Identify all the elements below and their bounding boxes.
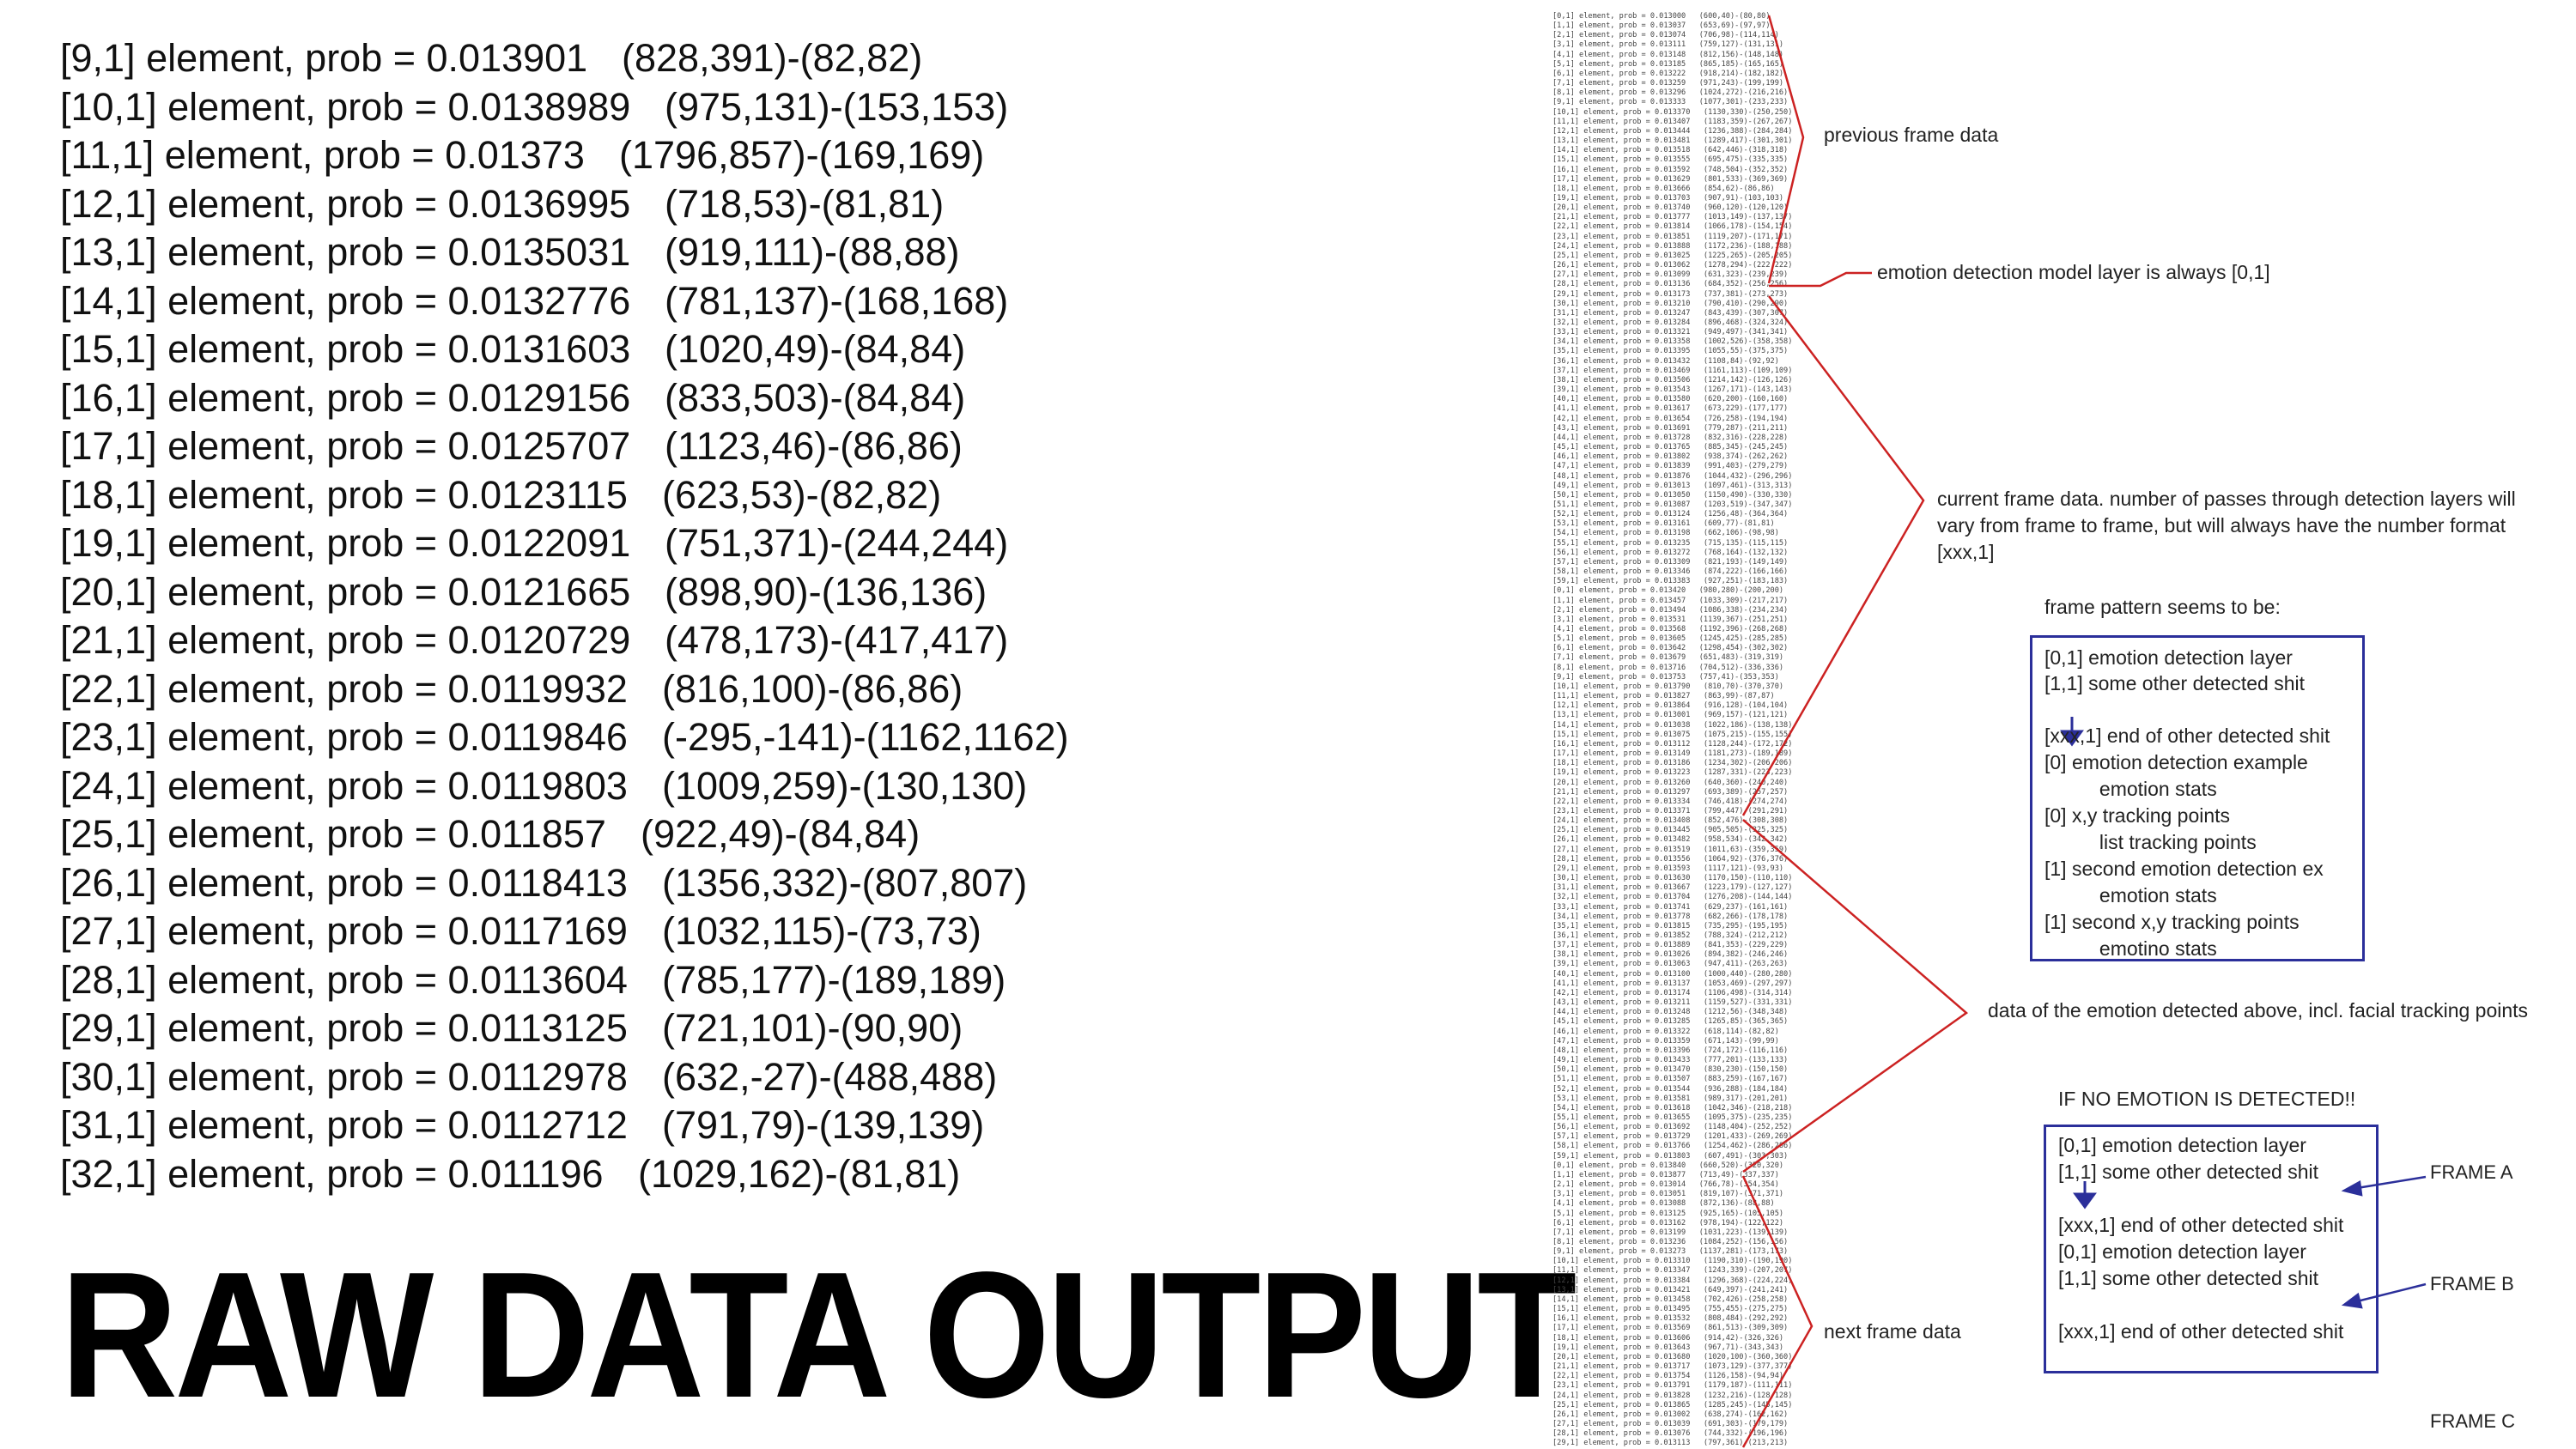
annotation-pattern-heading: frame pattern seems to be: xyxy=(2044,596,2281,618)
element-coords: (718,53)-(81,81) xyxy=(665,181,945,226)
element-label: [15,1] element, prob = 0.0131603 xyxy=(60,327,631,371)
element-label: [31,1] element, prob = 0.0112712 xyxy=(60,1103,628,1147)
pattern-line: emotion stats xyxy=(2044,884,2217,906)
element-coords: (721,101)-(90,90) xyxy=(662,1006,963,1050)
element-label: [27,1] element, prob = 0.0117169 xyxy=(60,909,628,953)
element-coords: (922,49)-(84,84) xyxy=(641,812,920,856)
pattern-line: [xxx,1] end of other detected shit xyxy=(2044,724,2330,747)
element-label: [10,1] element, prob = 0.0138989 xyxy=(60,84,631,129)
previous-frame-bracket xyxy=(1769,15,1803,283)
element-label: [20,1] element, prob = 0.0121665 xyxy=(60,569,631,614)
frame-b-label: FRAME B xyxy=(2430,1273,2514,1294)
element-label: [30,1] element, prob = 0.0112978 xyxy=(60,1054,628,1099)
element-coords: (781,137)-(168,168) xyxy=(665,278,1009,323)
element-label: [23,1] element, prob = 0.0119846 xyxy=(60,715,628,759)
frame-pattern-box xyxy=(2030,635,2365,961)
current-frame-bracket xyxy=(1743,296,1923,815)
element-coords: (751,371)-(244,244) xyxy=(665,521,1009,565)
element-coords: (1796,857)-(169,169) xyxy=(619,133,985,177)
annotation-no-emotion-heading: IF NO EMOTION IS DETECTED!! xyxy=(2058,1088,2356,1110)
element-label: [28,1] element, prob = 0.0113604 xyxy=(60,957,628,1002)
element-coords: (975,131)-(153,153) xyxy=(665,84,1009,129)
element-coords: (1029,162)-(81,81) xyxy=(638,1151,961,1196)
element-coords: (632,-27)-(488,488) xyxy=(662,1054,998,1099)
element-label: [26,1] element, prob = 0.0118413 xyxy=(60,860,628,905)
pattern-line: emotion stats xyxy=(2044,778,2217,800)
element-coords: (-295,-141)-(1162,1162) xyxy=(662,715,1069,759)
element-coords: (1009,259)-(130,130) xyxy=(662,763,1028,808)
element-label: [14,1] element, prob = 0.0132776 xyxy=(60,278,631,323)
no-emotion-line: [1,1] some other detected shit xyxy=(2058,1267,2319,1289)
element-label: [21,1] element, prob = 0.0120729 xyxy=(60,618,631,662)
annotation-layer: emotion detection model layer is always [0,1] xyxy=(1877,261,2270,283)
element-coords: (1123,46)-(86,86) xyxy=(665,424,963,468)
no-emotion-line: [0,1] emotion detection layer xyxy=(2058,1240,2306,1263)
element-label: [24,1] element, prob = 0.0119803 xyxy=(60,763,628,808)
frame-a-label: FRAME A xyxy=(2430,1161,2513,1183)
pattern-line: emotino stats xyxy=(2044,937,2217,960)
element-coords: (785,177)-(189,189) xyxy=(662,957,1006,1002)
element-label: [13,1] element, prob = 0.0135031 xyxy=(60,230,631,274)
pattern-line: [1] second x,y tracking points xyxy=(2044,911,2300,933)
page-title: RAW DATA OUTPUT xyxy=(60,1234,1574,1436)
element-label: [18,1] element, prob = 0.0123115 xyxy=(60,472,628,517)
element-coords: (919,111)-(88,88) xyxy=(665,230,960,274)
element-coords: (816,100)-(86,86) xyxy=(662,666,963,711)
element-coords: (1356,332)-(807,807) xyxy=(662,860,1028,905)
no-emotion-box xyxy=(2044,1125,2379,1373)
element-label: [17,1] element, prob = 0.0125707 xyxy=(60,424,631,468)
no-emotion-line: [0,1] emotion detection layer xyxy=(2058,1134,2306,1156)
raw-log-lines: [0,1] element, prob = 0.013000 (600,40)-(80,80) [1,1] element, prob = 0.013037 (653,69)-(97,97) [2,1] element, prob = 0.013074 (706,98)-(114,114) [3,1] element, prob = 0.013111 (759,127)-(131,131) [4,1] element, prob = 0.013148 (812,156)-(148,148) [5,1] element, prob = 0.013185 (865,185)-(165,165) [6,1] element, prob = 0.013222 (918,214)-(182,182) [7,1] element, prob = 0.013259 (971,243)-(199,199) [8,1] element, prob = 0.013296 (1024,272)-(216,216) [9,1] element, prob = 0.013333 (1077,301)-(233,233) [10,1] element, prob = 0.013370 (1130,330)-(250,250) [11,1] element, prob = 0.013407 (1183,359)-(267,267) [12,1] element, prob = 0.013444 (1236,388)-(284,284) [13,1] element, prob = 0.013481 (1289,417)-(301,301) [14,1] element, prob = 0.013518 (642,446)-(318,318) [15,1] element, prob = 0.013555 (695,475)-(335,335) [16,1] element, prob = 0.013592 (748,504)-(352,352) [17,1] element, prob = 0.013629 (801,533)-(369,369) [18,1] element, prob = 0.013666 (854,62)-(86,86) [19,1] element, prob = 0.013703 (907,91)-(103,103) [20,1] element, prob = 0.013740 (960,120)-(120,120) [21,1] element, prob = 0.013777 (1013,149)-(137,137) [22,1] element, prob = 0.013814 (1066,178)-(154,154) [23,1] element, prob = 0.013851 (1119,207)-(171,171) [24,1] element, prob = 0.013888 (1172,236)-(188,188) [25,1] element, prob = 0.013025 (1225,265)-(205,205) [26,1] element, prob = 0.013062 (1278,294)-(222,222) [27,1] element, prob = 0.013099 (631,323)-(239,239) [28,1] element, prob = 0.013136 (684,352)-(256,256) [29,1] element, prob = 0.013173 (737,381)-(273,273) [30,1] element, prob = 0.013210 (790,410)-(290,290) [31,1] element, prob = 0.013247 (843,439)-(307,307) [32,1] element, prob = 0.013284 (896,468)-(324,324) [33,1] element, prob = 0.013321 (949,497)-(341,341) [34,1] element, prob = 0.013358 (1002,526)-(358,358) [35,1] element, prob = 0.013395 (1055,55)-(375,375) [36,1] element, prob = 0.013432 (1108,84)-(92,92) [37,1] element, prob = 0.013469 (1161,113)-(109,109) [38,1] element, prob = 0.013506 (1214,142)-(126,126) [39,1] element, prob = 0.013543 (1267,171)-(143,143) [40,1] element, prob = 0.013580 (620,200)-(160,160) [41,1] element, prob = 0.013617 (673,229)-(177,177) [42,1] element, prob = 0.013654 (726,258)-(194,194) [43,1] element, prob = 0.013691 (779,287)-(211,211) [44,1] element, prob = 0.013728 (832,316)-(228,228) [45,1] element, prob = 0.013765 (885,345)-(245,245) [46,1] element, prob = 0.013802 (938,374)-(262,262) [47,1] element, prob = 0.013839 (991,403)-(279,279) [48,1] element, prob = 0.013876 (1044,432)-(296,296) [49,1] element, prob = 0.013013 (1097,461)-(313,313) [50,1] element, prob = 0.013050 (1150,490)-(330,330) [51,1] element, prob = 0.013087 (1203,519)-(347,347) [52,1] element, prob = 0.013124 (1256,48)-(364,364) [53,1] element, prob = 0.013161 (609,77)-(81,81) [54,1] element, prob = 0.013198 (662,106)-(98,98) [55,1] element, prob = 0.013235 (715,135)-(115,115) [56,1] element, prob = 0.013272 (768,164)-(132,132) [57,1] element, prob = 0.013309 (821,193)-(149,149) [58,1] element, prob = 0.013346 (874,222)-(166,166) [59,1] element, prob = 0.013383 (927,251)-(183,183) [0,1] element, prob = 0.013420 (980,280)-(200,200) [1,1] element, prob = 0.013457 (1033,309)-(217,217) [2,1] element, prob = 0.013494 (1086,338)-(234,234) [3,1] element, prob = 0.013531 (1139,367)-(251,251) [4,1] element, prob = 0.013568 (1192,396)-(268,268) [5,1] element, prob = 0.013605 (1245,425)-(285,285) [6,1] element, prob = 0.013642 (1298,454)-(302,302) [7,1] element, prob = 0.013679 (651,483)-(319,319) [8,1] element, prob = 0.013716 (704,512)-(336,336) [9,1] element, prob = 0.013753 (757,41)-(353,353) [10,1] element, prob = 0.013790 (810,70)-(370,370) [11,1] element, prob = 0.013827 (863,99)-(87,87) [12,1] element, prob = 0.013864 (916,128)-(104,104) [13,1] element, prob = 0.013001 (969,157)-(121,121) [14,1] element, prob = 0.013038 (1022,186)-(138,138) [15,1] element, prob = 0.013075 (1075,215)-(155,155) [16,1] element, prob = 0.013112 (1128,244)-(172,172) [17,1] element, prob = 0.013149 (1181,273)-(189,189) [18,1] element, prob = 0.013186 (1234,302)-(206,206) [19,1] element, prob = 0.013223 (1287,331)-(223,223) [20,1] element, prob = 0.013260 (640,360)-(240,240) [21,1] element, prob = 0.013297 (693,389)-(257,257) [22,1] element, prob = 0.013334 (746,418)-(274,274) [23,1] element, prob = 0.013371 (799,447)-(291,291) [24,1] element, prob = 0.013408 (852,476)-(308,308) [25,1] element, prob = 0.013445 (905,505)-(325,325) [26,1] element, prob = 0.013482 (958,534)-(342,342) [27,1] element, prob = 0.013519 (1011,63)-(359,359) [28,1] element, prob = 0.013556 (1064,92)-(376,376) [29,1] element, prob = 0.013593 (1117,121)-(93,93) [30,1] element, prob = 0.013630 (1170,150)-(110,110) [31,1] element, prob = 0.013667 (1223,179)-(127,127) [32,1] element, prob = 0.013704 (1276,208)-(144,144) [33,1] element, prob = 0.013741 (629,237)-(161,161) [34,1] element, prob = 0.013778 (682,266)-(178,178) [35,1] element, prob = 0.013815 (735,295)-(195,195) [36,1] element, prob = 0.013852 (788,324)-(212,212) [37,1] element, prob = 0.013889 (841,353)-(229,229) [38,1] element, prob = 0.013026 (894,382)-(246,246) [39,1] element, prob = 0.013063 (947,411)-(263,263) [40,1] element, prob = 0.013100 (1000,440)-(280,280) [41,1] element, prob = 0.013137 (1053,469)-(297,297) [42,1] element, prob = 0.013174 (1106,498)-(314,314) [43,1] element, prob = 0.013211 (1159,527)-(331,331) [44,1] element, prob = 0.013248 (1212,56)-(348,348) [45,1] element, prob = 0.013285 (1265,85)-(365,365) [46,1] element, prob = 0.013322 (618,114)-(82,82) [47,1] element, prob = 0.013359 (671,143)-(99,99) [48,1] element, prob = 0.013396 (724,172)-(116,116) [49,1] element, prob = 0.013433 (777,201)-(133,133) [50,1] element, prob = 0.013470 (830,230)-(150,150) [51,1] element, prob = 0.013507 (883,259)-(167,167) [52,1] element, prob = 0.013544 (936,288)-(184,184) [53,1] element, prob = 0.013581 (989,317)-(201,201) [54,1] element, prob = 0.013618 (1042,346)-(218,218) [55,1] element, prob = 0.013655 (1095,375)-(235,235) [56,1] element, prob = 0.013692 (1148,404)-(252,252) [57,1] element, prob = 0.013729 (1201,433)-(269,269) [58,1] element, prob = 0.013766 (1254,462)-(286,286) [59,1] element, prob = 0.013803 (607,491)-(303,303) [0,1] element, prob = 0.013840 (660,520)-(320,320) [1,1] element, prob = 0.013877 (713,49)-(337,337) [2,1] element, prob = 0.013014 (766,78)-(354,354) [3,1] element, prob = 0.013051 (819,107)-(371,371) [4,1] element, prob = 0.013088 (872,136)-(88,88) [5,1] element, prob = 0.013125 (925,165)-(105,105) [6,1] element, prob = 0.013162 (978,194)-(122,122) [7,1] element, prob = 0.013199 (1031,223)-(139,139) [8,1] element, prob = 0.013236 (1084,252)-(156,156) [9,1] element, prob = 0.013273 (1137,281)-(173,173) [10,1] element, prob = 0.013310 (1190,310)-(190,190) [11,1] element, prob = 0.013347 (1243,339)-(207,207) [12,1] element, prob = 0.013384 (1296,368)-(224,224) [13,1] element, prob = 0.013421 (649,397)-(241,241) [14,1] element, prob = 0.013458 (702,426)-(258,258) [15,1] element, prob = 0.013495 (755,455)-(275,275) [16,1] element, prob = 0.013532 (808,484)-(292,292) [17,1] element, prob = 0.013569 (861,513)-(309,309) [18,1] element, prob = 0.013606 (914,42)-(326,326) [19,1] element, prob = 0.013643 (967,71)-(343,343) [20,1] element, prob = 0.013680 (1020,100)-(360,360) [21,1] element, prob = 0.013717 (1073,129)-(377,377) [22,1] element, prob = 0.013754 (1126,158)-(94,94) [23,1] element, prob = 0.013791 (1179,187)-(111,111) [24,1] element, prob = 0.013828 (1232,216)-(128,128) [25,1] element, prob = 0.013865 (1285,245)-(145,145) [26,1] element, prob = 0.013002 (638,274)-(162,162) [27,1] element, prob = 0.013039 (691,303)-(179,179) [28,1] element, prob = 0.013076 (744,332)-(196,196) [29,1] element, prob = 0.013113 (797,361)-(213,213) xyxy=(1552,12,1793,1447)
element-label: [29,1] element, prob = 0.0113125 xyxy=(60,1006,628,1050)
annotation-next-frame: next frame data xyxy=(1824,1320,1961,1343)
annotation-emotion-data: data of the emotion detected above, incl. facial tracking points xyxy=(1988,999,2529,1022)
element-label: [22,1] element, prob = 0.0119932 xyxy=(60,666,628,711)
pattern-line: [0,1] emotion detection layer xyxy=(2044,646,2293,669)
element-label: [9,1] element, prob = 0.013901 xyxy=(60,36,588,80)
pattern-line: [1,1] some other detected shit xyxy=(2044,672,2306,694)
annotation-previous-frame: previous frame data xyxy=(1824,124,1999,146)
element-label: [16,1] element, prob = 0.0129156 xyxy=(60,375,631,420)
element-coords: (478,173)-(417,417) xyxy=(665,618,1009,662)
frame-c-label: FRAME C xyxy=(2430,1410,2515,1432)
element-label: [25,1] element, prob = 0.011857 xyxy=(60,812,606,856)
no-emotion-line: [1,1] some other detected shit xyxy=(2058,1161,2319,1183)
next-frame-bracket xyxy=(1743,1176,1812,1447)
element-coords: (833,503)-(84,84) xyxy=(665,375,966,420)
element-coords: (791,79)-(139,139) xyxy=(662,1103,985,1147)
element-coords: (1032,115)-(73,73) xyxy=(662,909,981,953)
no-emotion-line: [xxx,1] end of other detected shit xyxy=(2058,1214,2344,1236)
element-label: [12,1] element, prob = 0.0136995 xyxy=(60,181,631,226)
element-label: [11,1] element, prob = 0.01373 xyxy=(60,133,585,177)
pattern-line: [1] second emotion detection ex xyxy=(2044,858,2324,880)
pattern-line: [0] x,y tracking points xyxy=(2044,804,2231,827)
pattern-line: list tracking points xyxy=(2044,831,2257,853)
annotation-current-frame: current frame data. number of passes through detection layers will vary from frame to frame, but will always have the number format [xxx,1] xyxy=(1937,488,2516,563)
layer-pointer-line xyxy=(1769,273,1872,286)
emotion-data-bracket xyxy=(1743,820,1966,1172)
element-coords: (898,90)-(136,136) xyxy=(665,569,987,614)
element-coords: (828,391)-(82,82) xyxy=(622,36,923,80)
element-coords: (623,53)-(82,82) xyxy=(662,472,942,517)
element-label: [19,1] element, prob = 0.0122091 xyxy=(60,521,631,565)
element-coords: (1020,49)-(84,84) xyxy=(665,327,966,371)
no-emotion-line: [xxx,1] end of other detected shit xyxy=(2058,1320,2344,1343)
element-label: [32,1] element, prob = 0.011196 xyxy=(60,1151,604,1196)
pattern-line: [0] emotion detection example xyxy=(2044,751,2308,773)
